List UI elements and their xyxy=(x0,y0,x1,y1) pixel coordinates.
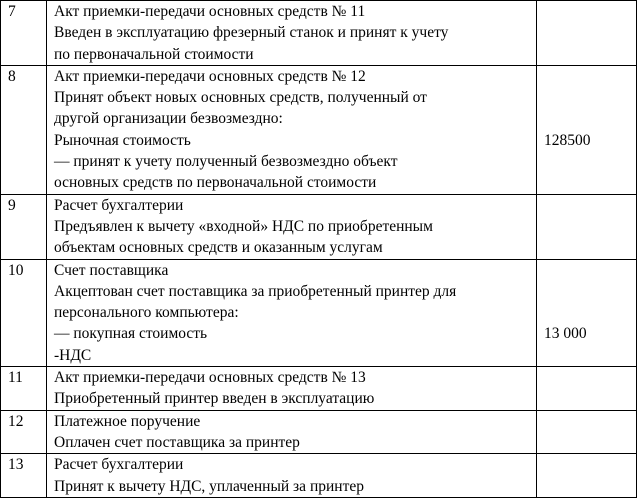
row-amount-cell xyxy=(537,259,637,366)
description-line: Оплачен счет поставщика за принтер xyxy=(54,433,300,451)
row-description-cell xyxy=(47,259,537,366)
amount-value: 13 000 xyxy=(544,325,587,343)
row-description-cell xyxy=(47,367,537,411)
row-number-cell xyxy=(1,1,47,66)
table-row xyxy=(1,1,637,66)
description-line: Принят к вычету НДС, уплаченный за принтер xyxy=(54,477,364,495)
table-row xyxy=(1,65,637,194)
table-row xyxy=(1,454,637,498)
description-line: -НДС xyxy=(54,346,92,364)
description-line: по первоначальной стоимости xyxy=(54,45,254,63)
description-line: Введен в эксплуатацию фрезерный станок и принят к учету xyxy=(54,24,449,42)
description-line: Акт приемки-передачи основных средств № 12 xyxy=(54,67,366,85)
row-number-cell xyxy=(1,367,47,411)
row-amount-cell xyxy=(537,1,637,66)
row-description-cell xyxy=(47,1,537,66)
table-row xyxy=(1,259,637,366)
row-amount-cell xyxy=(537,194,637,259)
description-line: Платежное поручение xyxy=(54,412,201,430)
row-amount-cell xyxy=(537,410,637,454)
row-number: 10 xyxy=(8,261,24,279)
row-number-cell xyxy=(1,454,47,498)
row-description-cell xyxy=(47,454,537,498)
description-line: — принят к учету полученный безвозмездно объект xyxy=(54,153,398,171)
row-number: 13 xyxy=(8,456,24,474)
transactions-table-body xyxy=(1,1,637,498)
row-number: 8 xyxy=(8,67,16,85)
row-amount-cell xyxy=(537,367,637,411)
row-description-cell xyxy=(47,410,537,454)
description-line: Расчет бухгалтерии xyxy=(54,196,184,214)
description-line: Рыночная стоимость xyxy=(54,131,191,149)
row-number: 12 xyxy=(8,412,24,430)
description-line: персонального компьютера: xyxy=(54,304,239,322)
description-line: объектам основных средств и оказанным услугам xyxy=(54,239,383,257)
row-amount-cell xyxy=(537,65,637,194)
description-line: Принят объект новых основных средств, полученный от xyxy=(54,89,427,107)
table-row xyxy=(1,367,637,411)
row-number: 7 xyxy=(8,3,16,20)
description-line: — покупная стоимость xyxy=(54,325,208,343)
amount-value: 128500 xyxy=(544,131,591,149)
description-line: Акт приемки-передачи основных средств № 13 xyxy=(54,369,366,387)
description-line: Счет поставщика xyxy=(54,261,169,279)
description-line: Предъявлен к вычету «входной» НДС по приобретенным xyxy=(54,217,433,235)
row-number-cell xyxy=(1,259,47,366)
row-amount-cell xyxy=(537,454,637,498)
row-description-cell xyxy=(47,194,537,259)
table-row xyxy=(1,410,637,454)
description-line: Расчет бухгалтерии xyxy=(54,456,184,474)
row-number-cell xyxy=(1,65,47,194)
description-line: основных средств по первоначальной стоимости xyxy=(54,174,377,192)
row-number-cell xyxy=(1,194,47,259)
row-number: 9 xyxy=(8,196,16,214)
row-description-cell xyxy=(47,65,537,194)
table-row xyxy=(1,194,637,259)
row-number-cell xyxy=(1,410,47,454)
description-line: Акцептован счет поставщика за приобретенный принтер для xyxy=(54,282,457,300)
row-number: 11 xyxy=(8,369,23,387)
description-line: Акт приемки-передачи основных средств № 11 xyxy=(54,3,366,20)
description-line: другой организации безвозмездно: xyxy=(54,110,283,128)
description-line: Приобретенный принтер введен в эксплуатацию xyxy=(54,390,375,408)
